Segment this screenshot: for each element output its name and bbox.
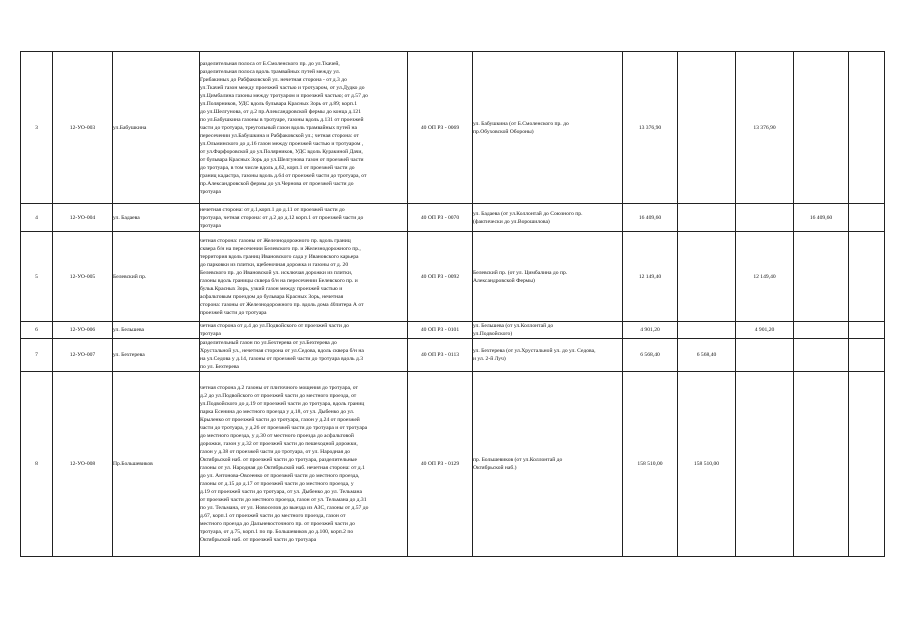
area-category-3	[794, 339, 849, 372]
object-code: 12-УО-008	[53, 372, 113, 557]
description-line: газоны вдоль границы сквера б/н на пересечении Белевского пр. и	[200, 277, 358, 284]
description-line: четная сторона от д.4 до ул.Подвойского от проезжей части до	[200, 323, 349, 329]
description-line: нечетная сторона: от д.1,корп.1 до д.11 от проезжей части до	[200, 206, 345, 213]
okato-code: 40 ОП РЗ - 0113	[408, 339, 473, 372]
location-line: ул. Бабушкина (от Б.Смоленского пр. до	[473, 120, 569, 127]
description-line: ул.Ольминского до д.16 газон между проезжей частью и тротуаром ,	[200, 140, 364, 147]
location-line: Октябрьской наб.)	[473, 465, 517, 471]
description-line: Хрустальной ул., нечетная сторона от ул.Седова, вдоль сквера б/н на	[200, 348, 364, 354]
area-description	[200, 339, 408, 372]
description-line: газоны от ул. Народная до Октябрьской наб. нечетная сторона: от д.1	[200, 465, 365, 471]
table-row	[21, 372, 885, 557]
description-line: до ул. Антонова-Овсеенко от проезжей части до местного проезда,	[200, 473, 360, 479]
area-category-2	[736, 204, 794, 232]
table-row	[21, 232, 885, 322]
description-line: Октябрьской наб. от проезжей части до тротуара	[200, 537, 317, 543]
area-total: 13 376,90	[623, 52, 678, 204]
description-line: разделительная полоса вдоль трамвайных путей между ул.	[200, 68, 341, 75]
location-line: и ул. 2-й Луч)	[473, 356, 506, 362]
description-line: до парковки из плитки, щебеночная дорожка и газоны от д. 20	[200, 261, 349, 268]
registry-table	[20, 51, 885, 557]
row-number: 7	[21, 339, 53, 372]
area-category-2	[736, 339, 794, 372]
row-number: 6	[21, 322, 53, 339]
notes	[849, 372, 885, 557]
area-description	[200, 232, 408, 322]
location-line: пр. Большевиков (от ул.Коллонтай до	[473, 457, 563, 463]
row-number: 8	[21, 372, 53, 557]
description-line: тротуара	[200, 331, 221, 337]
description-line: до тротуара, в том числе вдоль д.62, корп.1 от проезжей части до	[200, 164, 355, 171]
description-line: Грибакиных до Рабфаковской ул. нечетная сторона - от д.3 до	[200, 76, 347, 83]
object-code: 12-УО-003	[53, 52, 113, 204]
notes	[849, 232, 885, 322]
object-code: 12-УО-007	[53, 339, 113, 372]
okato-code: 40 ОП РЗ - 0070	[408, 204, 473, 232]
description-line: Крыленко от проезжей части до тротуара, газон у д.24 от проезжей	[200, 417, 360, 423]
area-category-1: 6 568,40	[678, 339, 736, 372]
location-line: ул.Подвойского)	[473, 331, 513, 337]
notes	[849, 204, 885, 232]
description-line: ул.Полярников, УДС вдоль бульвара Красных Зорь от д.89; корп.1	[200, 100, 358, 107]
area-category-3: 16 409,60	[794, 204, 849, 232]
description-line: тротуара, от д.75, корп.1 по пр. Большевиков до д.100, корп.2 по	[200, 529, 354, 535]
description-line: местного проезда до Дальневосточного пр. от проезжей части до	[200, 521, 355, 527]
location-line: пр.Обуховской Обороны)	[473, 128, 534, 135]
location-line: Александровской Фермы)	[473, 277, 535, 284]
object-code: 12-УО-004	[53, 204, 113, 232]
description-line: асфальтовым проездом до бульвара Красных Зорь, нечетная	[200, 293, 344, 300]
table-row	[21, 322, 885, 339]
area-description	[200, 322, 408, 339]
description-line: разделительная полоса от Б.Смоленского пр. до ул.Ткачей,	[200, 60, 340, 67]
area-total: 158 510,00	[623, 372, 678, 557]
area-category-1	[678, 204, 736, 232]
description-line: четная сторона д.2 газоны от плиточного мощения до тротуара, от	[200, 385, 358, 391]
area-category-3	[794, 52, 849, 204]
notes	[849, 322, 885, 339]
area-category-1	[678, 232, 736, 322]
description-line: ул.Цимбалина газоны между тротуаром и проезжей частью; от д.57 до	[200, 92, 368, 99]
road-location	[473, 372, 623, 557]
street-name: ул.Бабушкина	[113, 52, 200, 204]
description-line: проезжей части до тротуара	[200, 309, 267, 316]
street-name: Пр.Большевиков	[113, 372, 200, 557]
street-name: ул. Бадаева	[113, 204, 200, 232]
description-line: ул.Ткачей газон между проезжей частью и тротуаром, от ул.Дудко до	[200, 84, 365, 91]
street-name: ул. Бельшева	[113, 322, 200, 339]
area-category-1	[678, 52, 736, 204]
area-category-3	[794, 322, 849, 339]
description-line: по ул. Бехтерева	[200, 364, 239, 370]
description-line: сторона: газоны от Железнодорожного пр. вдоль дома 40литера А от	[200, 301, 364, 308]
table-row	[21, 339, 885, 372]
area-category-2: 4 901,20	[736, 322, 794, 339]
description-line: территория вдоль границ Ивановского сада у Ивановского карьера	[200, 253, 359, 260]
okato-code: 40 ОП РЗ - 0092	[408, 232, 473, 322]
location-line: ул. Бадаева (от ул.Коллонтай до Союзного пр.	[473, 210, 583, 217]
area-category-2	[736, 372, 794, 557]
row-number: 5	[21, 232, 53, 322]
area-total: 16 409,60	[623, 204, 678, 232]
okato-code: 40 ОП РЗ - 0101	[408, 322, 473, 339]
location-line: (фактически до ул.Ворошилова)	[473, 218, 550, 225]
notes	[849, 339, 885, 372]
description-line: на ул.Седова у д.14, газоны от проезжей части до тротуара вдоль д.3	[200, 356, 363, 362]
description-line: д.67, корп.1 от проезжей части до местного проезда, газон от	[200, 513, 346, 519]
description-line: по ул. Тельмана, от ул. Новоселов до выезда из АЗС, газоны от д.57 до	[200, 505, 369, 511]
location-line: ул. Бехтерева (от ул.Хрустальной ул. до ул. Седова,	[473, 348, 596, 354]
description-line: от бульвара Красных Зорь до ул.Шелгунова газон от проезжей части	[200, 156, 364, 163]
location-line: ул. Бельшева (от ул.Коллонтай до	[473, 323, 554, 329]
description-line: тротуара	[200, 188, 221, 195]
notes	[849, 52, 885, 204]
description-line: от проезжей части до местного проезда, газон от ул. Тельмана до д.31	[200, 497, 367, 503]
description-line: разделительный газон по ул.Бехтерева от ул.Бехтерева до	[200, 340, 337, 346]
road-location	[473, 204, 623, 232]
area-category-2: 12 149,40	[736, 232, 794, 322]
description-line: д.19 от проезжей части до тротуара, от ул. Дыбенко до ул. Тельмана	[200, 489, 362, 495]
area-total: 4 901,20	[623, 322, 678, 339]
description-line: сквера б/н на пересечении Белевского пр. и Железнодорожного пр.,	[200, 245, 361, 252]
area-category-2: 13 376,90	[736, 52, 794, 204]
description-line: от ул.Фарфоровской до ул.Полярников, УДС вдоль Куракиной Дачи,	[200, 148, 363, 155]
area-description	[200, 204, 408, 232]
row-number: 3	[21, 52, 53, 204]
area-total: 12 149,40	[623, 232, 678, 322]
description-line: пересечении ул.Бабушкина и Рабфаковской ул.; четная сторона: от	[200, 132, 359, 139]
street-name: ул. Бехтерева	[113, 339, 200, 372]
description-line: до местного проезда, у д.30 от местного проезда до асфальтовой	[200, 433, 354, 439]
okato-code: 40 ОП РЗ - 0129	[408, 372, 473, 557]
description-line: газоны от д.15 до д.17 от проезжей части до местного проезда, у	[200, 481, 354, 487]
road-location	[473, 339, 623, 372]
area-description	[200, 372, 408, 557]
description-line: до ул.Шелгунова, от д.2 пр.Александровской фермы до конца д.121	[200, 108, 361, 115]
object-code: 12-УО-006	[53, 322, 113, 339]
description-line: части до тротуара, треугольный газон вдоль трамвайных путей на	[200, 124, 358, 131]
okato-code: 40 ОП РЗ - 0069	[408, 52, 473, 204]
description-line: ул.Подвойского до д.19 от проезжей части до тротуара, вдоль границ	[200, 401, 365, 407]
description-line: тротуара	[200, 222, 221, 229]
road-location	[473, 232, 623, 322]
description-line: газон у д.38 от проезжей части до тротуара, от ул. Народная до	[200, 449, 351, 455]
row-number: 4	[21, 204, 53, 232]
description-line: части до тротуара, у д.26 от проезжей части до тротуара и от тротуара	[200, 425, 368, 431]
description-line: парка Есенина до местного проезда у д.18, от ул. Дыбенко до ул.	[200, 409, 355, 415]
area-total: 6 568,40	[623, 339, 678, 372]
area-category-3	[794, 372, 849, 557]
description-line: границ кадастра, газоны вдоль д.64 от проезжей части до тротуара, от	[200, 172, 367, 179]
description-line: Октябрьской наб. от проезжей части до тротуара, разделительные	[200, 457, 357, 463]
description-line: бульв.Красных Зорь, узкий газон между проезжей частью и	[200, 285, 343, 292]
description-line: Белевского пр. до Ивановской ул. исключая дорожки из плитки,	[200, 269, 353, 276]
area-description	[200, 52, 408, 204]
description-line: четная сторона: газоны от Железнодорожного пр. вдоль границ	[200, 237, 351, 244]
object-code: 12-УО-005	[53, 232, 113, 322]
area-category-1: 158 510,00	[678, 372, 736, 557]
area-category-1	[678, 322, 736, 339]
table-row	[21, 204, 885, 232]
area-category-3	[794, 232, 849, 322]
table-row	[21, 52, 885, 204]
description-line: дорожки, газон у д.32 от проезжей части до пешеходной дорожки,	[200, 441, 358, 447]
location-line: Белевский пр. (от ул. Цимбалина до пр.	[473, 269, 568, 276]
street-name: Белевский пр.	[113, 232, 200, 322]
road-location	[473, 52, 623, 204]
road-location	[473, 322, 623, 339]
description-line: пр.Александровской фермы до ул.Чернова от проезжей части до	[200, 180, 354, 187]
description-line: д.2 до ул.Подвойского от проезжей части до местного проезда, от	[200, 393, 357, 399]
description-line: тротуара, четная сторона: от д.2 до д.12 корп.1 от проезжей части до	[200, 214, 364, 221]
description-line: по ул.Бабушкина газоны в тротуаре, газоны вдоль д.131 от проезжей	[200, 116, 364, 123]
